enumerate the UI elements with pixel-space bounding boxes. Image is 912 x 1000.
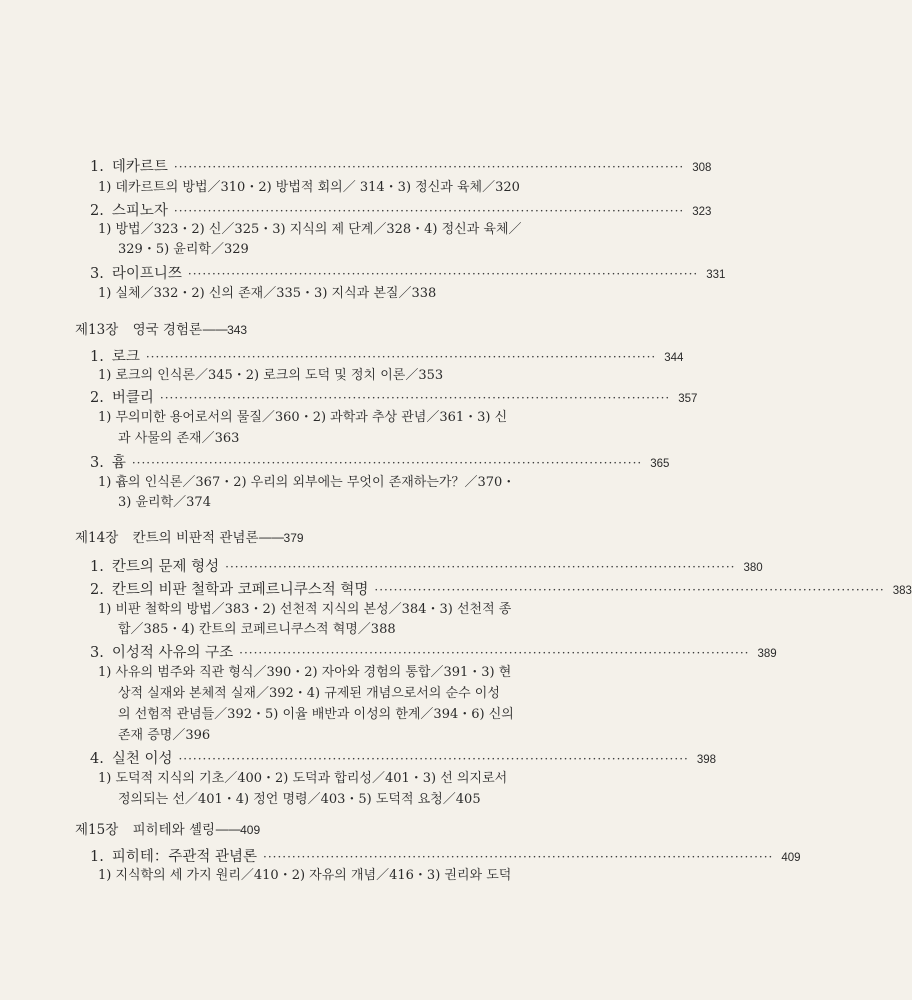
page-number: 380 bbox=[743, 562, 763, 574]
toc-subsections: 과 사물의 존재／363 bbox=[118, 431, 240, 446]
chapter-title: 칸트의 비판적 관념론 bbox=[132, 530, 259, 546]
section-number: 4. bbox=[90, 751, 104, 767]
dot-leader: ·········································································································· bbox=[239, 646, 750, 660]
toc-subsections: 1) 지식학의 세 가지 원리／410・2) 자유의 개념／416・3) 권리와 도덕 bbox=[98, 868, 512, 883]
page-number: 383 bbox=[892, 585, 912, 597]
chapter-heading-13 bbox=[75, 318, 247, 338]
dot-leader: ·········································································································· bbox=[159, 391, 671, 405]
toc-subsections: 1) 도덕적 지식의 기초／400・2) 도덕과 합리성／401・3) 선 의지로서 bbox=[98, 771, 508, 786]
section-number: 2. bbox=[90, 582, 104, 598]
toc-subsections: 의 선험적 관념들／392・5) 이율 배반과 이성의 한계／394・6) 신의 bbox=[118, 707, 514, 722]
page-number: 308 bbox=[692, 162, 712, 174]
chapter-dash: —— bbox=[258, 530, 284, 546]
chapter-dash: —— bbox=[202, 322, 228, 338]
toc-subsections: 1) 실체／332・2) 신의 존재／335・3) 지식과 본질／338 bbox=[98, 286, 437, 301]
toc-subsections: 3) 윤리학／374 bbox=[118, 495, 211, 510]
toc-section-kant-critical bbox=[90, 578, 912, 599]
dot-leader: ·········································································································· bbox=[173, 204, 685, 218]
page-number: 409 bbox=[781, 852, 801, 864]
dot-leader: ·········································································································· bbox=[263, 850, 774, 864]
toc-section-berkeley bbox=[90, 386, 698, 407]
page-number: 398 bbox=[696, 754, 717, 766]
dot-leader: ·········································································································· bbox=[178, 752, 689, 766]
toc-section-fichte bbox=[90, 845, 801, 866]
page-number: 389 bbox=[757, 648, 777, 660]
chapter-dash: —— bbox=[215, 822, 241, 838]
toc-subsections: 1) 데카르트의 방법／310・2) 방법적 회의／ 314・3) 정신과 육체／320 bbox=[98, 180, 520, 195]
section-title: 이성적 사유의 구조 bbox=[111, 645, 234, 661]
toc-subsections: 상적 실재와 본체적 실재／392・4) 규제된 개념으로서의 순수 이성 bbox=[118, 686, 500, 701]
toc-subsections: 1) 비판 철학의 방법／383・2) 선천적 지식의 본성／384・3) 선천적 종 bbox=[98, 602, 512, 617]
dot-leader: ·········································································································· bbox=[225, 560, 736, 574]
chapter-title: 영국 경험론 bbox=[132, 322, 203, 338]
section-title: 피히테：주관적 관념론 bbox=[111, 849, 258, 865]
toc-subsections: 정의되는 선／401・4) 정언 명령／403・5) 도덕적 요청／405 bbox=[118, 792, 481, 807]
section-title: 흄 bbox=[111, 455, 126, 471]
section-title: 칸트의 비판 철학과 코페르니쿠스적 혁명 bbox=[111, 582, 369, 598]
chapter-label: 제15장 bbox=[75, 822, 119, 838]
chapter-title: 피히테와 셸링 bbox=[132, 822, 216, 838]
toc-subsections: 합／385・4) 칸트의 코페르니쿠스적 혁명／388 bbox=[118, 622, 396, 637]
section-number: 3. bbox=[90, 645, 104, 661]
section-number: 3. bbox=[90, 455, 104, 471]
toc-section-practical-reason bbox=[90, 747, 717, 768]
chapter-page: 343 bbox=[227, 323, 248, 337]
section-title: 라이프니쯔 bbox=[111, 266, 182, 282]
section-number: 3. bbox=[90, 266, 104, 282]
section-title: 로크 bbox=[111, 349, 140, 365]
section-number: 1. bbox=[90, 559, 104, 575]
section-number: 2. bbox=[90, 203, 104, 219]
toc-subsections: 1) 무의미한 용어로서의 물질／360・2) 과학과 추상 관념／361・3) 신 bbox=[98, 410, 508, 425]
section-title: 실천 이성 bbox=[111, 751, 173, 767]
toc-subsections: 329・5) 윤리학／329 bbox=[118, 242, 249, 257]
section-title: 버클리 bbox=[111, 390, 154, 406]
toc-section-leibniz bbox=[90, 262, 726, 283]
page-number: 344 bbox=[664, 352, 684, 364]
page-number: 365 bbox=[650, 458, 670, 470]
chapter-heading-15 bbox=[75, 818, 260, 838]
chapter-page: 379 bbox=[283, 531, 304, 545]
section-number: 2. bbox=[90, 390, 104, 406]
page-number: 323 bbox=[692, 206, 712, 218]
dot-leader: ·········································································································· bbox=[131, 456, 643, 470]
toc-subsections: 1) 로크의 인식론／345・2) 로크의 도덕 및 정치 이론／353 bbox=[98, 368, 444, 383]
section-number: 1. bbox=[90, 349, 104, 365]
chapter-heading-14 bbox=[75, 526, 304, 546]
dot-leader: ·········································································································· bbox=[145, 350, 657, 364]
toc-section-reason-structure bbox=[90, 641, 777, 662]
section-number: 1. bbox=[90, 849, 104, 865]
section-number: 1. bbox=[90, 159, 104, 175]
section-title: 데카르트 bbox=[111, 159, 168, 175]
dot-leader: ·········································································································· bbox=[173, 160, 685, 174]
toc-subsections: 1) 흄의 인식론／367・2) 우리의 외부에는 무엇이 존재하는가？／370・ bbox=[98, 475, 516, 490]
chapter-label: 제13장 bbox=[75, 322, 119, 338]
toc-section-locke bbox=[90, 345, 684, 366]
toc-subsections: 1) 방법／323・2) 신／325・3) 지식의 제 단계／328・4) 정신과 육체／ bbox=[98, 222, 522, 237]
chapter-label: 제14장 bbox=[75, 530, 119, 546]
dot-leader: ·········································································································· bbox=[374, 583, 885, 597]
toc-section-spinoza bbox=[90, 199, 712, 220]
dot-leader: ·········································································································· bbox=[187, 267, 699, 281]
toc-subsections: 존재 증명／396 bbox=[118, 728, 211, 743]
section-title: 스피노자 bbox=[111, 203, 168, 219]
toc-section-hume bbox=[90, 451, 670, 472]
page-number: 331 bbox=[706, 269, 726, 281]
toc-section-kant-problem bbox=[90, 555, 763, 576]
page-number: 357 bbox=[678, 393, 698, 405]
toc-subsections: 1) 사유의 범주와 직관 형식／390・2) 자아와 경험의 통합／391・3) 현 bbox=[98, 665, 512, 680]
section-title: 칸트의 문제 형성 bbox=[111, 559, 220, 575]
chapter-page: 409 bbox=[240, 823, 261, 837]
toc-section-descartes bbox=[90, 155, 712, 176]
